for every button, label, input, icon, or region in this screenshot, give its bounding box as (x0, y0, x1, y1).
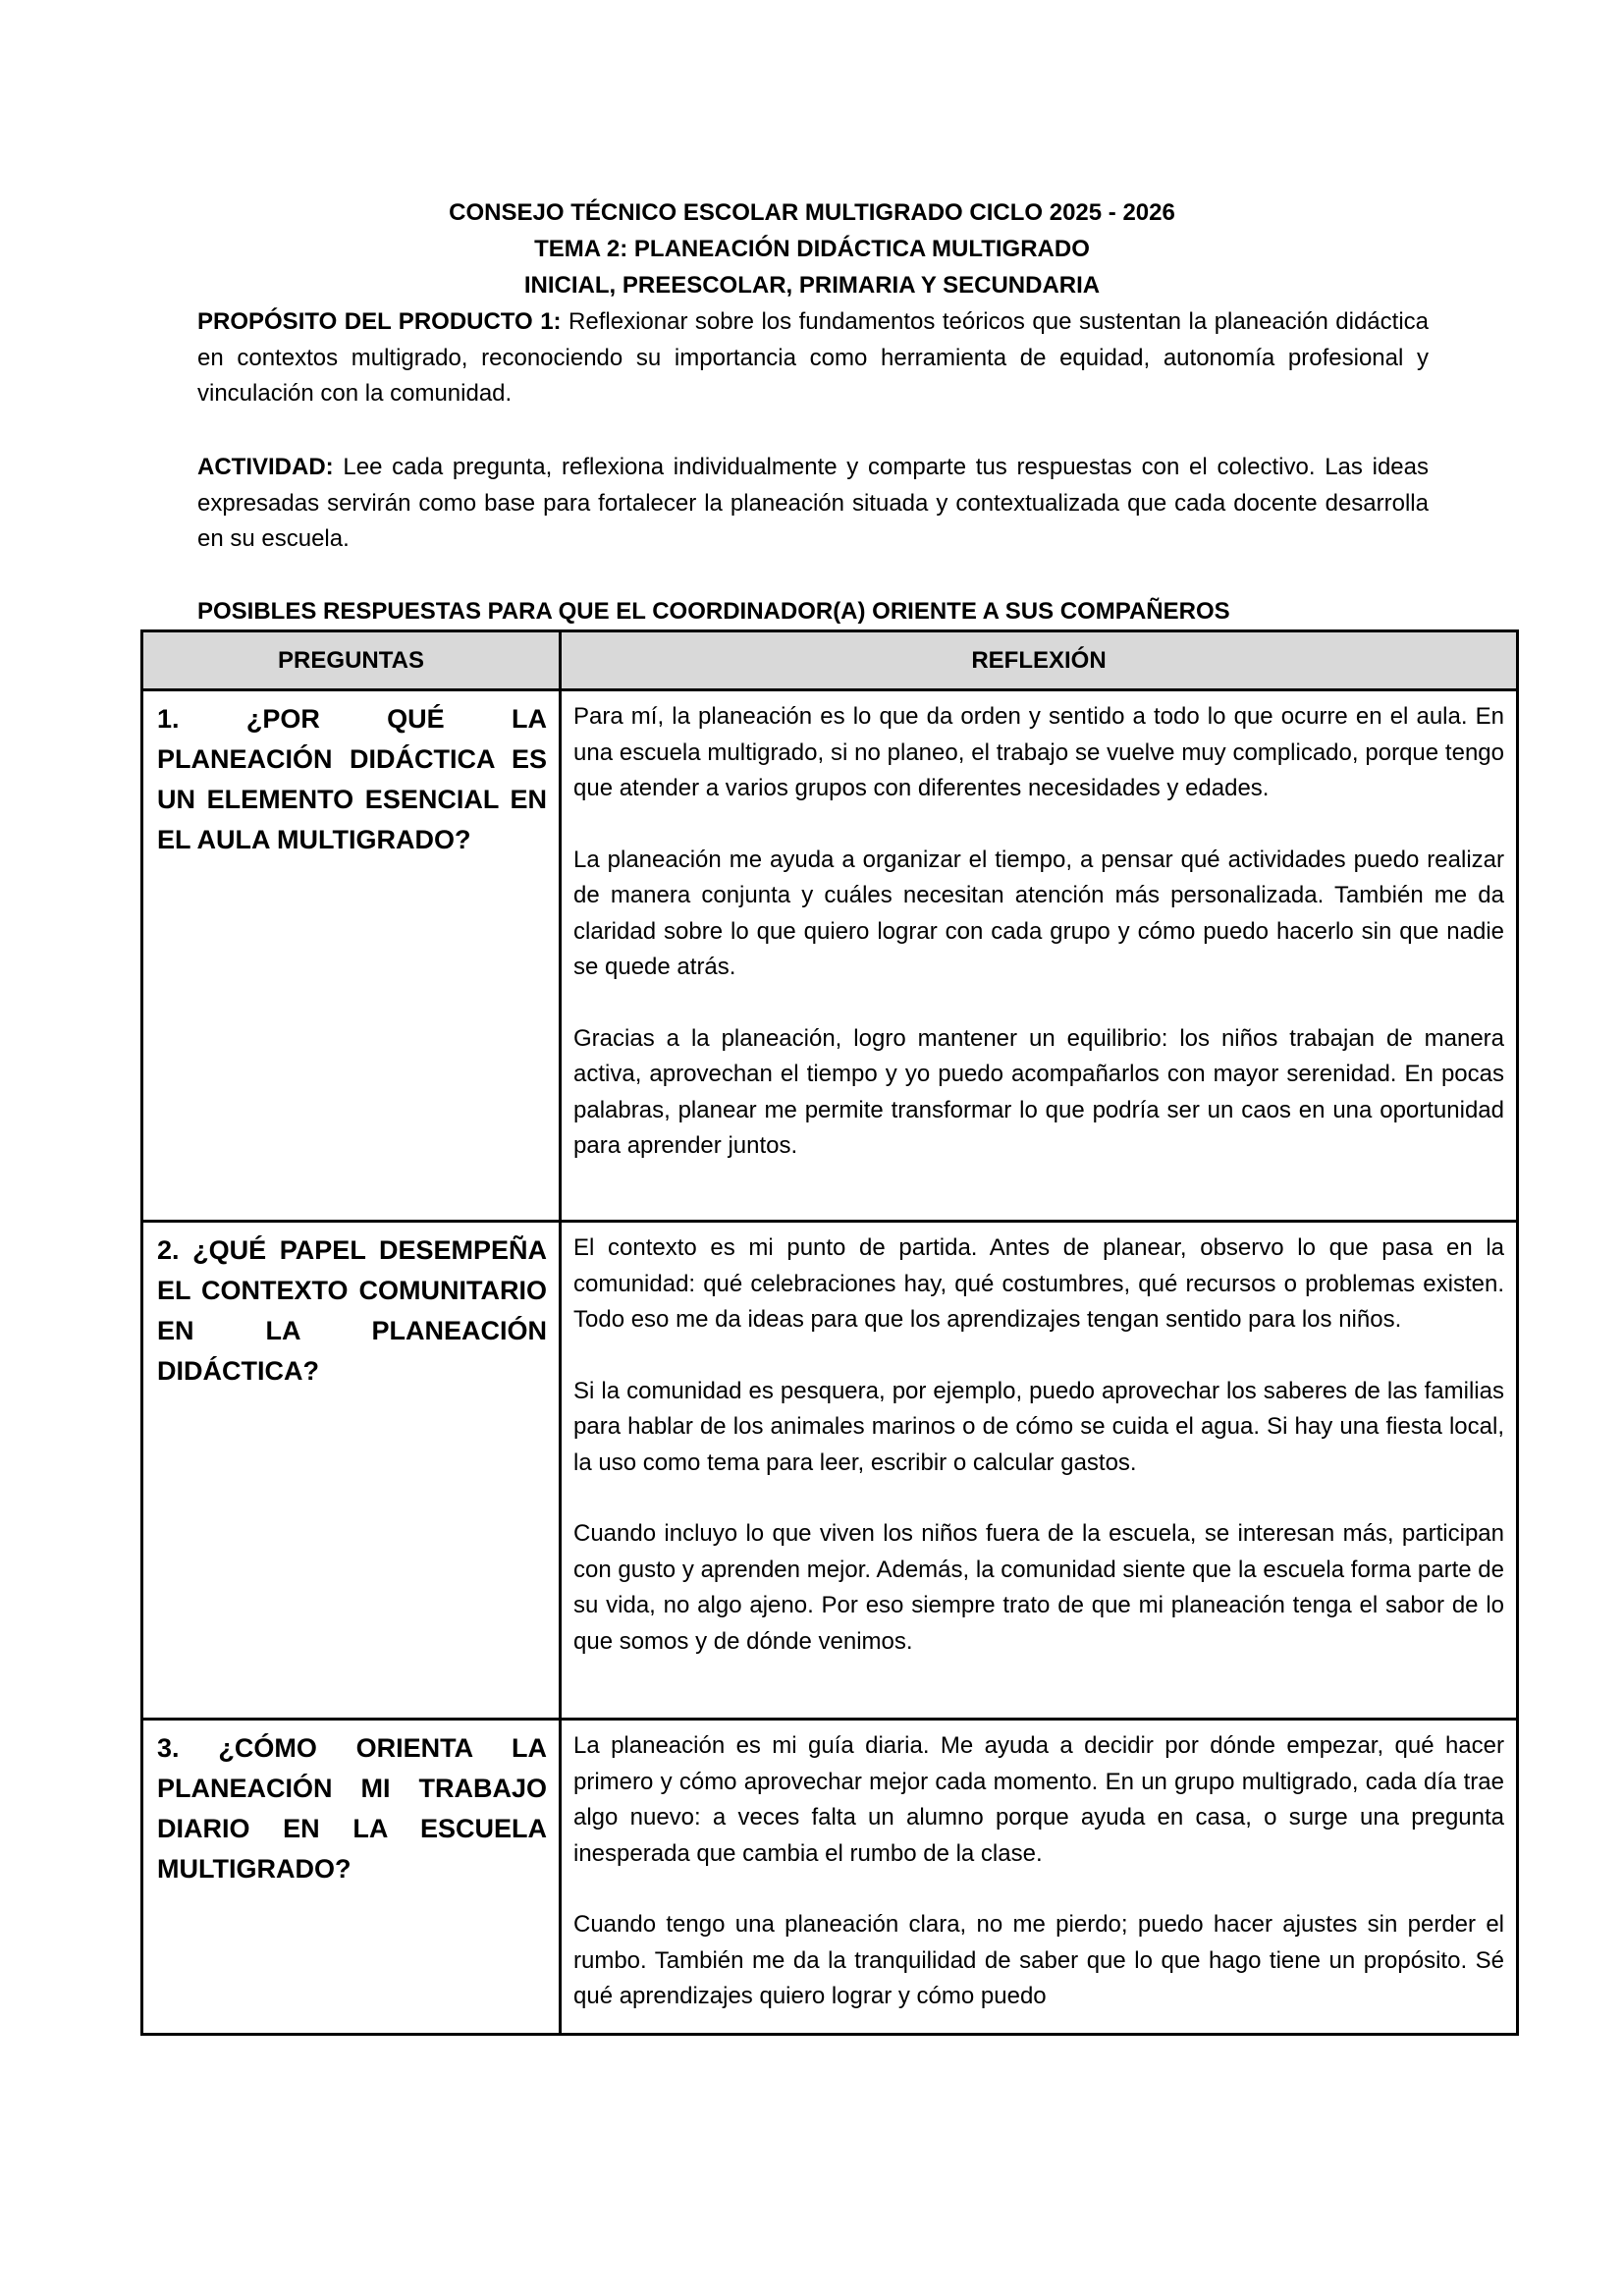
section-heading: POSIBLES RESPUESTAS PARA QUE EL COORDINADOR(A) ORIENTE A SUS COMPAÑEROS (197, 598, 1230, 625)
document-header (0, 194, 1624, 303)
header-topic-title: TEMA 2: PLANEACIÓN DIDÁCTICA MULTIGRADO (534, 236, 1090, 262)
reflection-paragraph: La planeación me ayuda a organizar el tiempo, a pensar qué actividades puedo realizar de manera conjunta y cuáles necesitan atención más personalizada. También me da claridad sobre lo que quiero lograr con cada grupo y cómo puedo hacerlo sin que nadie se quede atrás. (573, 846, 1504, 980)
activity-text: Lee cada pregunta, reflexiona individualmente y comparte tus respuestas con el colectivo. Las ideas expresadas servirán como base para fortalecer la planeación situada y contextualizada que cada docente desarrolla en su escuela. (197, 454, 1429, 552)
table-row (142, 690, 1518, 1222)
question-cell: 2. ¿QUÉ PAPEL DESEMPEÑA EL CONTEXTO COMUNITARIO EN LA PLANEACIÓN DIDÁCTICA? (142, 1222, 561, 1720)
purpose-label: PROPÓSITO DEL PRODUCTO 1: (197, 308, 562, 335)
reflection-cell (561, 1222, 1518, 1720)
reflection-paragraph: La planeación es mi guía diaria. Me ayuda a decidir por dónde empezar, qué hacer primero y cómo aprovechar mejor cada momento. En un grupo multigrado, cada día trae algo nuevo: a veces falta un alumno porque ayuda en casa, o surge una pregunta inesperada que cambia el rumbo de la clase. (573, 1732, 1504, 1867)
questions-table (140, 629, 1519, 2036)
question-cell: 3. ¿CÓMO ORIENTA LA PLANEACIÓN MI TRABAJO DIARIO EN LA ESCUELA MULTIGRADO? (142, 1720, 561, 2035)
table-row (142, 1720, 1518, 2035)
reflection-paragraph: Cuando tengo una planeación clara, no me pierdo; puedo hacer ajustes sin perder el rumbo. También me da la tranquilidad de saber que lo que hago tiene un propósito. Sé qué aprendizajes quiero lograr y cómo puedo (573, 1911, 1504, 2009)
reflection-paragraph: Para mí, la planeación es lo que da orden y sentido a todo lo que ocurre en el aula. En una escuela multigrado, si no planeo, el trabajo se vuelve muy complicado, porque tengo que atender a varios grupos con diferentes necesidades y edades. (573, 703, 1504, 801)
reflection-paragraph: El contexto es mi punto de partida. Antes de planear, observo lo que pasa en la comunidad: qué celebraciones hay, qué costumbres, qué recursos o problemas existen. Todo eso me da ideas para que los aprendizajes tengan sentido para los niños. (573, 1234, 1504, 1333)
activity-paragraph (197, 450, 1429, 558)
purpose-paragraph (197, 304, 1429, 412)
activity-label: ACTIVIDAD: (197, 454, 334, 480)
reflection-paragraph: Gracias a la planeación, logro mantener un equilibrio: los niños trabajan de manera activa, aprovechan el tiempo y yo puedo acompañarlos con mayor serenidad. En pocas palabras, planear me permite transformar lo que podría ser un caos en una oportunidad para aprender juntos. (573, 1024, 1504, 1159)
reflection-paragraph: Cuando incluyo lo que viven los niños fuera de la escuela, se interesan más, participan con gusto y aprenden mejor. Además, la comunidad siente que la escuela forma parte de su vida, no algo ajeno. Por eso siempre trato de que mi planeación tenga el sabor de lo que somos y de dónde venimos. (573, 1520, 1504, 1655)
reflection-cell (561, 690, 1518, 1222)
reflection-cell (561, 1720, 1518, 2035)
table-row (142, 1222, 1518, 1720)
header-levels: INICIAL, PREESCOLAR, PRIMARIA Y SECUNDARIA (523, 272, 1101, 299)
question-cell: 1. ¿POR QUÉ LA PLANEACIÓN DIDÁCTICA ES UN ELEMENTO ESENCIAL EN EL AULA MULTIGRADO? (142, 690, 561, 1222)
purpose-text: Reflexionar sobre los fundamentos teóricos que sustentan la planeación didáctica en contextos multigrado, reconociendo su importancia como herramienta de equidad, autonomía profesional y vinculación con la comunidad. (197, 308, 1430, 407)
column-header-reflection: REFLEXIÓN (561, 631, 1518, 690)
column-header-questions: PREGUNTAS (142, 631, 561, 690)
reflection-paragraph: Si la comunidad es pesquera, por ejemplo, puedo aprovechar los saberes de las familias para hablar de los animales marinos o de cómo se cuida el agua. Si hay una fiesta local, la uso como tema para leer, escribir o calcular gastos. (573, 1377, 1504, 1476)
table-header-row (142, 631, 1518, 690)
header-council-title: CONSEJO TÉCNICO ESCOLAR MULTIGRADO CICLO 2025 - 2026 (449, 199, 1175, 226)
